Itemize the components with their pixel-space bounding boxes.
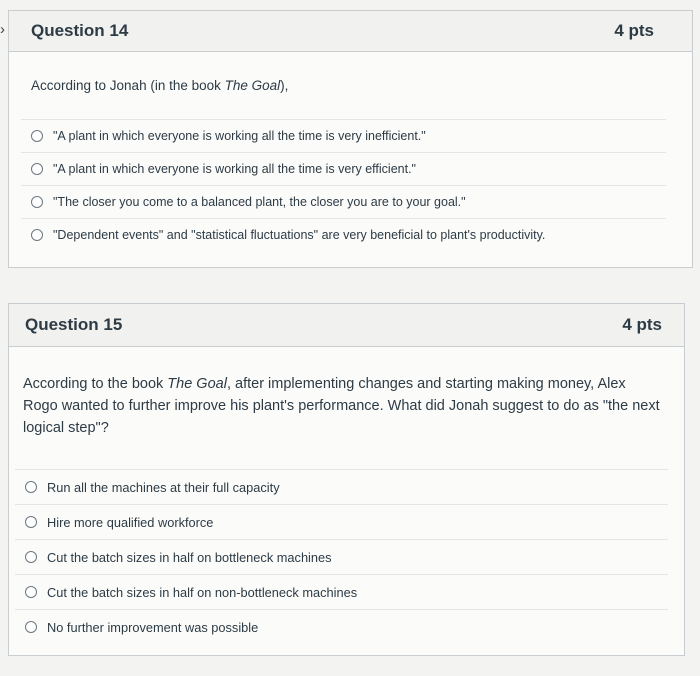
- answer-label[interactable]: Hire more qualified workforce: [47, 514, 214, 530]
- answer-option[interactable]: [15, 469, 668, 504]
- answer-label[interactable]: "A plant in which everyone is working all the time is very efficient.": [53, 162, 416, 176]
- question-points: 4 pts: [622, 315, 662, 334]
- question-text-part: , after implementing changes and starting making money, Alex Rogo wanted to further improve his plant's performance. What did Jonah suggest to do as "the next logical step"?: [23, 376, 660, 436]
- answer-option[interactable]: [15, 609, 668, 644]
- question-body: [9, 347, 684, 644]
- answer-label[interactable]: "Dependent events" and "statistical fluctuations" are very beneficial to plant's productivity.: [53, 228, 546, 242]
- answer-option[interactable]: [15, 539, 668, 574]
- question-14-card: [8, 10, 693, 268]
- answer-option[interactable]: [21, 119, 666, 152]
- answer-label[interactable]: Cut the batch sizes in half on bottleneck machines: [47, 549, 332, 565]
- question-title: Question 15: [25, 315, 123, 334]
- answer-label[interactable]: Run all the machines at their full capacity: [47, 479, 280, 495]
- answer-label[interactable]: Cut the batch sizes in half on non-bottleneck machines: [47, 584, 358, 600]
- question-text-part: ),: [280, 78, 289, 93]
- radio-button[interactable]: [31, 229, 43, 241]
- answer-option[interactable]: [21, 185, 666, 218]
- radio-button[interactable]: [25, 516, 37, 528]
- question-text-part: According to the book: [23, 376, 168, 392]
- radio-button[interactable]: [31, 196, 43, 208]
- chevron-right-icon[interactable]: ›: [0, 21, 5, 38]
- answer-option[interactable]: [21, 218, 666, 251]
- question-15-card: [8, 303, 685, 656]
- radio-button[interactable]: [31, 163, 43, 175]
- radio-button[interactable]: [25, 481, 37, 493]
- radio-button[interactable]: [25, 551, 37, 563]
- answer-option[interactable]: [21, 152, 666, 185]
- answer-label[interactable]: "The closer you come to a balanced plant, the closer you are to your goal.": [53, 195, 466, 209]
- question-text: [9, 347, 684, 439]
- question-points: 4 pts: [614, 21, 654, 40]
- question-body: [9, 52, 692, 251]
- book-title: The Goal: [167, 376, 227, 392]
- question-header: [9, 11, 692, 52]
- radio-button[interactable]: [25, 621, 37, 633]
- answer-option[interactable]: [15, 504, 668, 539]
- radio-button[interactable]: [31, 130, 43, 142]
- question-text: [9, 52, 692, 93]
- answer-list: [15, 469, 668, 644]
- question-text-part: According to Jonah (in the book: [31, 78, 225, 93]
- question-header: [9, 304, 684, 347]
- answer-label[interactable]: No further improvement was possible: [47, 619, 259, 635]
- radio-button[interactable]: [25, 586, 37, 598]
- book-title: The Goal: [224, 78, 281, 93]
- answer-option[interactable]: [15, 574, 668, 609]
- answer-label[interactable]: "A plant in which everyone is working all the time is very inefficient.": [53, 129, 426, 143]
- question-title: Question 14: [31, 21, 129, 40]
- answer-list: [21, 119, 666, 251]
